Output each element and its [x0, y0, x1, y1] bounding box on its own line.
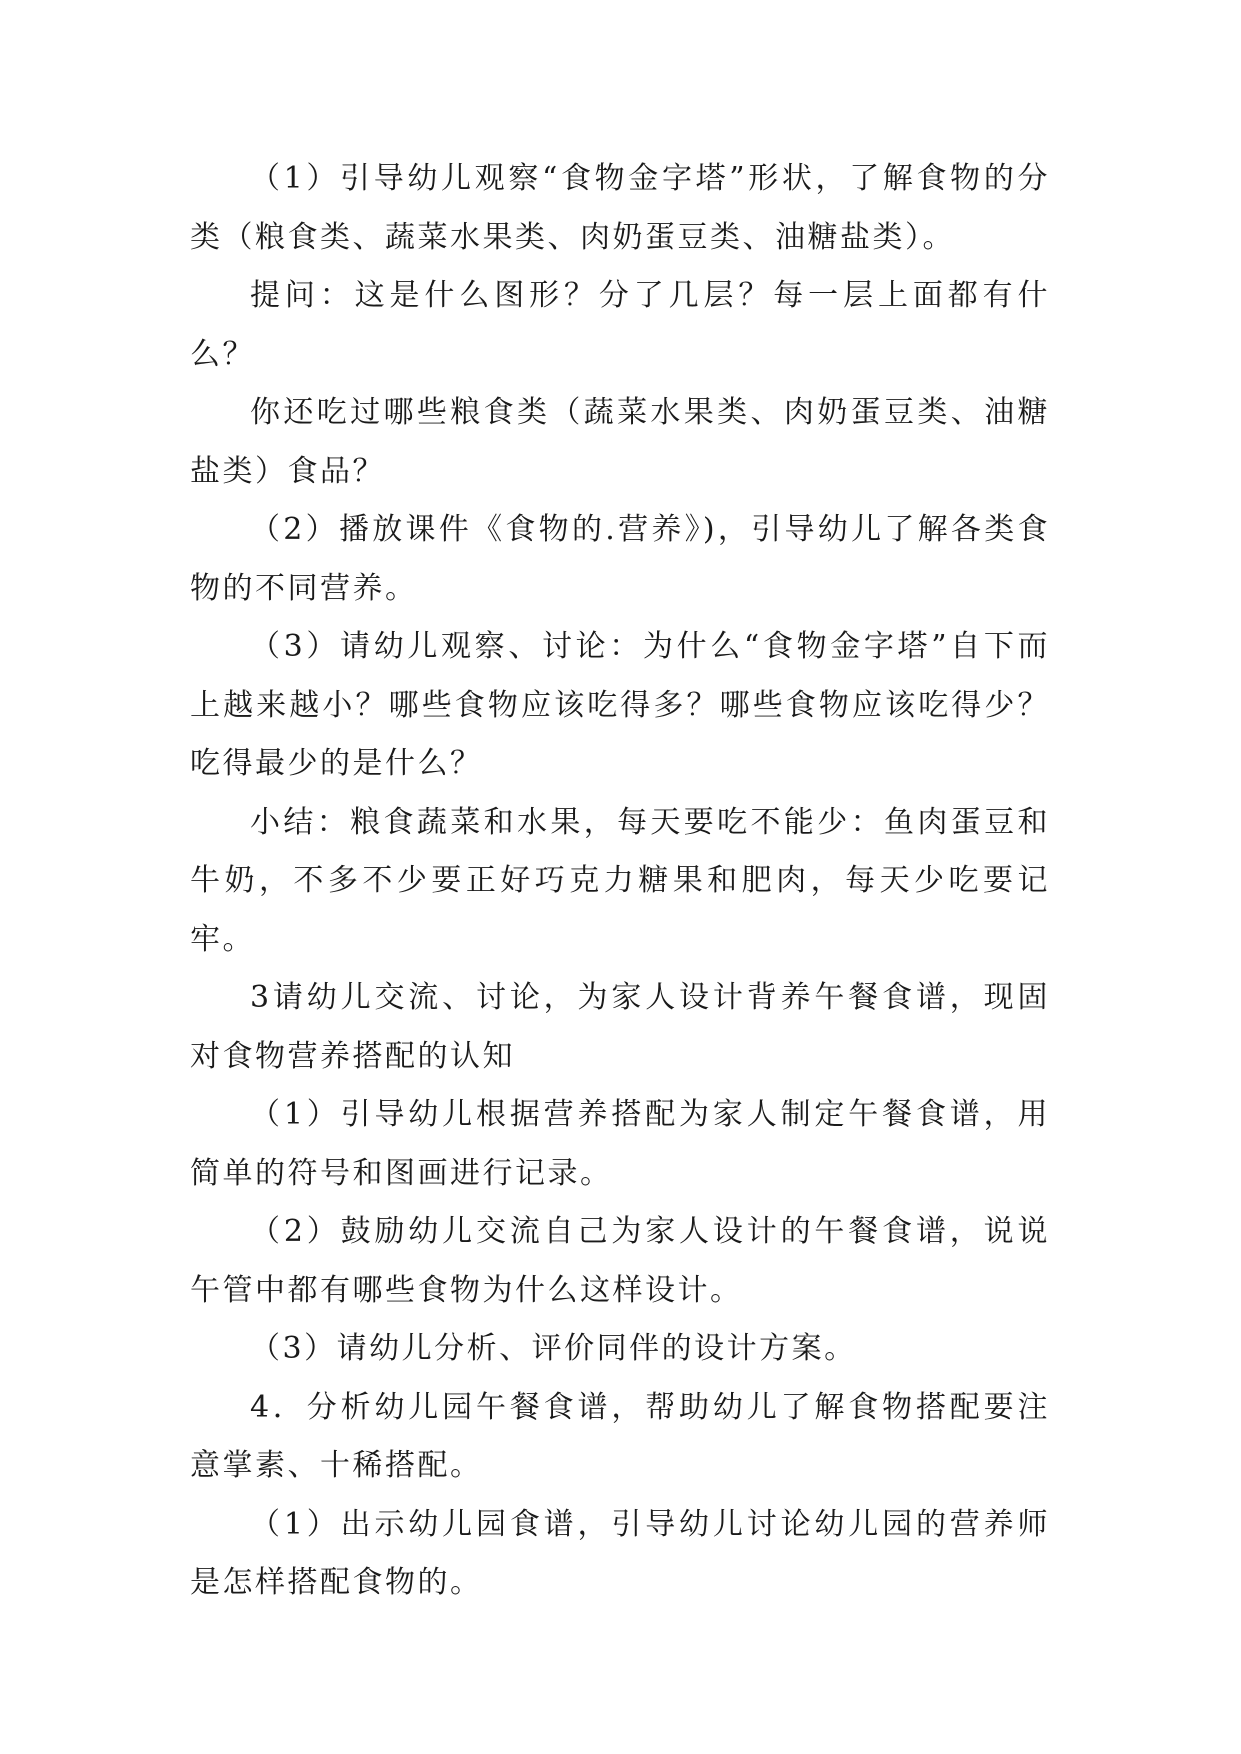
paragraph-food-pyramid-shape: （1）引导幼儿观察“食物金字塔”形状，了解食物的分类（粮食类、蔬菜水果类、肉奶蛋豆类、油糖盐类）。 [190, 161, 1050, 255]
paragraph-step-4: 4．分析幼儿园午餐食谱，帮助幼儿了解食物搭配要注意掌素、十稀搭配。 [190, 1389, 1050, 1483]
document-body [190, 150, 1050, 1613]
paragraph-summary: 小结：粮食蔬菜和水果，每天要吃不能少：鱼肉蛋豆和牛奶，不多不少要正好巧克力糖果和肥肉，每天少吃要记牢。 [190, 804, 1050, 957]
paragraph-courseware: （2）播放课件《食物的.营养》)，引导幼儿了解各类食物的不同营养。 [190, 512, 1050, 606]
paragraph-make-menu: （1）引导幼儿根据营养搭配为家人制定午餐食谱，用简单的符号和图画进行记录。 [190, 1097, 1050, 1191]
paragraph-step-3: 3请幼儿交流、讨论，为家人设计背养午餐食谱，现固对食物营养搭配的认知 [190, 980, 1050, 1074]
paragraph-other-foods: 你还吃过哪些粮食类（蔬菜水果类、肉奶蛋豆类、油糖盐类）食品？ [190, 395, 1050, 489]
paragraph-share-menu: （2）鼓励幼儿交流自己为家人设计的午餐食谱，说说午管中都有哪些食物为什么这样设计。 [190, 1214, 1050, 1308]
paragraph-evaluate: （3）请幼儿分析、评价同伴的设计方案。 [250, 1331, 857, 1366]
paragraph-discussion: （3）请幼儿观察、讨论：为什么“食物金字塔”自下而上越来越小？哪些食物应该吃得多？哪些食物应该吃得少？吃得最少的是什么？ [190, 629, 1050, 781]
paragraph-kindergarten-menu: （1）出示幼儿园食谱，引导幼儿讨论幼儿园的营养师是怎样搭配食物的。 [190, 1506, 1050, 1600]
paragraph-question: 提问：这是什么图形？分了几层？每一层上面都有什么？ [190, 278, 1050, 372]
